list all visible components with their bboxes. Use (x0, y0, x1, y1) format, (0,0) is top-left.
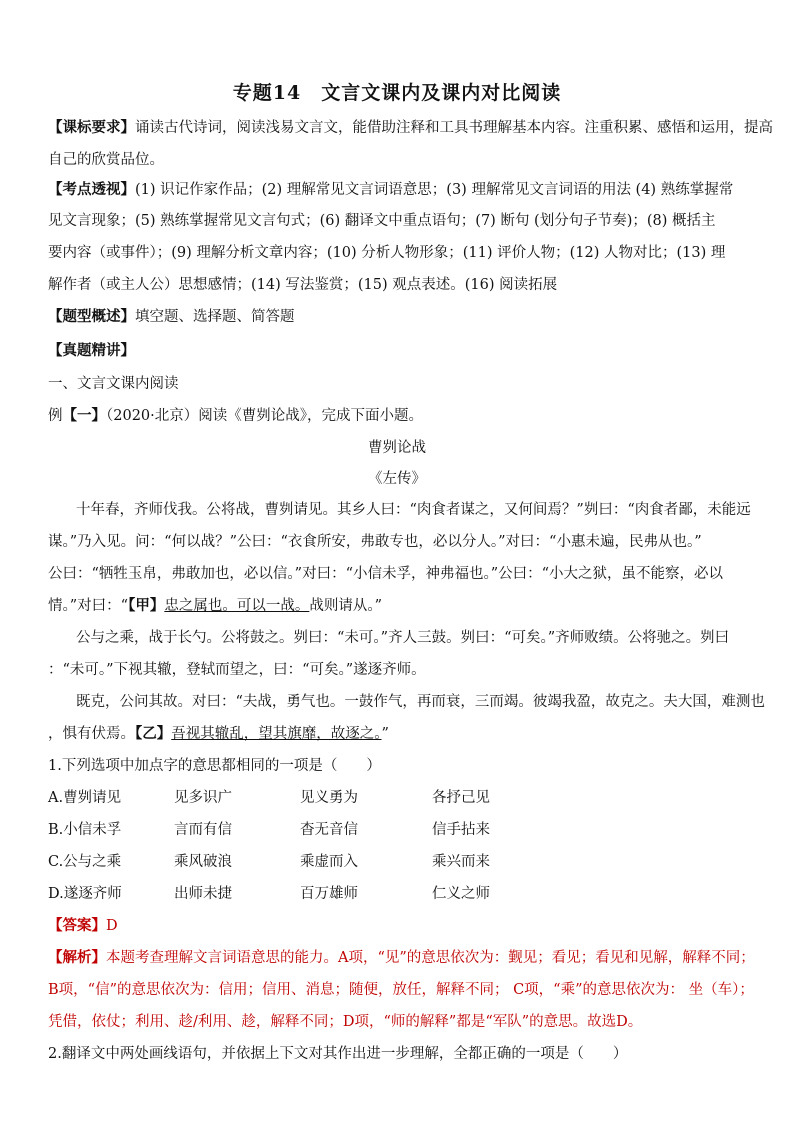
tixing-line (48, 307, 748, 327)
analysis-text-1: 本题考查理解文言词语意思的能力。A项，“见”的意思依次为：觐见；看见；看见和见解，解释不同； (106, 950, 755, 966)
answer-label: 【答案】 (48, 917, 106, 934)
passage-text: 战则请从。” (309, 598, 382, 614)
analysis-label: 【解析】 (48, 949, 106, 966)
option-b-2: 言而有信 (174, 822, 232, 838)
analysis-line-1 (48, 948, 755, 968)
option-d-2: 出师未捷 (174, 886, 232, 902)
section-heading: 一、文言文课内阅读 (48, 376, 179, 392)
marker-jia: 【甲】 (128, 597, 165, 614)
option-c-3: 乘虚而入 (300, 854, 358, 870)
marker-yi: 【乙】 (135, 725, 172, 742)
option-b-3: 杳无音信 (300, 822, 358, 838)
analysis-text-3: 凭借，依仗；利用、趁/利用、趁，解释不同；D项，“师的解释”都是“军队”的意思。故选D。 (48, 1014, 643, 1030)
underlined-sentence-jia: 忠之属也。可以一战。 (164, 598, 310, 614)
tixing-text: 填空题、选择题、简答题 (135, 309, 295, 325)
passage-p2-line-1: 公与之乘，战于长勺。公将鼓之。刿曰：“未可。”齐人三鼓。刿曰：“可矣。”齐师败绩。公将驰之。刿曰 (76, 630, 730, 646)
kaodian-text-3: 要内容（或事件）；(9) 理解分析文章内容；(10) 分析人物形象；(11) 评价人物；(12) 人物对比；(13) 理 (48, 245, 726, 261)
tixing-label: 【题型概述】 (48, 308, 135, 325)
option-b-1: B.小信未孚 (48, 822, 122, 838)
option-d-4: 仁义之师 (432, 886, 490, 902)
passage-p1-line-1: 十年春，齐师伐我。公将战，曹刿请见。其乡人曰：“肉食者谋之，又何间焉？”刿曰：“肉食者鄙，未能远 (76, 502, 751, 518)
example-prefix: 例 (48, 408, 63, 424)
page-title: 专题14 文言文课内及课内对比阅读 (232, 82, 562, 104)
passage-text: 情。”对曰：“ (48, 598, 129, 614)
underlined-sentence-yi: 吾视其辙乱，望其旗靡，故逐之。 (171, 726, 382, 742)
question-2-stem: 2.翻译文中两处画线语句，并依据上下文对其作出进一步理解，全都正确的一项是（ ） (48, 1046, 628, 1062)
option-a-3: 见义勇为 (300, 790, 358, 806)
kebiao-text-2: 自己的欣赏品位。 (48, 152, 164, 168)
option-c-1: C.公与之乘 (48, 854, 122, 870)
kebiao-label: 【课标要求】 (48, 119, 135, 136)
option-c-4: 乘兴而来 (432, 854, 490, 870)
kebiao-text-1: 诵读古代诗词，阅读浅易文言文，能借助注释和工具书理解基本内容。注重积累、感悟和运用，提高 (135, 120, 773, 136)
answer-line (48, 916, 748, 936)
option-a-1: A.曹刿请见 (48, 790, 122, 806)
option-a-4: 各抒己见 (432, 790, 490, 806)
passage-text: ，惧有伏焉。 (48, 726, 135, 742)
option-d-1: D.遂逐齐师 (48, 886, 122, 902)
analysis-text-2: B项，“信”的意思依次为：信用；信用、消息；随便，放任，解释不同； C项，“乘”的意思依次为： 坐（车）； (48, 982, 754, 998)
example-line (48, 406, 748, 426)
kaodian-line-1 (48, 180, 748, 200)
passage-author: 《左传》 (368, 471, 426, 487)
option-d-3: 百万雄师 (300, 886, 358, 902)
kaodian-text-2: 见文言现象；(5) 熟练掌握常见文言句式；(6) 翻译文中重点语句；(7) 断句 (划分句子节奏)；(8) 概括主 (48, 213, 716, 229)
kaodian-label: 【考点透视】 (48, 181, 135, 198)
option-a-2: 见多识广 (174, 790, 232, 806)
kebiao-line-1 (48, 118, 773, 138)
passage-title: 曹刿论战 (368, 440, 426, 456)
zhenti-heading: 【真题精讲】 (48, 342, 135, 359)
passage-p1-line-3: 公曰：“牺牲玉帛，弗敢加也，必以信。”对曰：“小信未孚，神弗福也。”公曰：“小大之狱，虽不能察，必以 (48, 566, 724, 582)
example-text: （2020·北京）阅读《曹刿论战》，完成下面小题。 (106, 408, 424, 424)
kaodian-text-1: (1) 识记作家作品；(2) 理解常见文言词语意思；(3) 理解常见文言词语的用法 (4) 熟练掌握常 (135, 182, 734, 198)
question-1-stem: 1.下列选项中加点字的意思都相同的一项是（ ） (48, 758, 381, 774)
passage-text: ” (381, 726, 389, 742)
passage-p1-line-4 (48, 596, 748, 616)
passage-p3-line-2 (48, 724, 748, 744)
example-bracket: 【一】 (62, 407, 106, 424)
kaodian-text-4: 解作者（或主人公）思想感情；(14) 写法鉴赏；(15) 观点表述。(16) 阅读拓展 (48, 277, 558, 293)
option-c-2: 乘风破浪 (174, 854, 232, 870)
passage-p2-line-2: ：“未可。”下视其辙，登轼而望之，曰：“可矣。”遂逐齐师。 (48, 662, 426, 678)
passage-p1-line-2: 谋。”乃入见。问：“何以战？”公曰：“衣食所安，弗敢专也，必以分人。”对曰：“小惠未遍，民弗从也。” (48, 534, 702, 550)
passage-p3-line-1: 既克，公问其故。对曰：“夫战，勇气也。一鼓作气，再而衰，三而竭。彼竭我盈，故克之。夫大国，难测也 (76, 694, 765, 710)
option-b-4: 信手拈来 (432, 822, 490, 838)
answer-value: D (106, 918, 118, 934)
